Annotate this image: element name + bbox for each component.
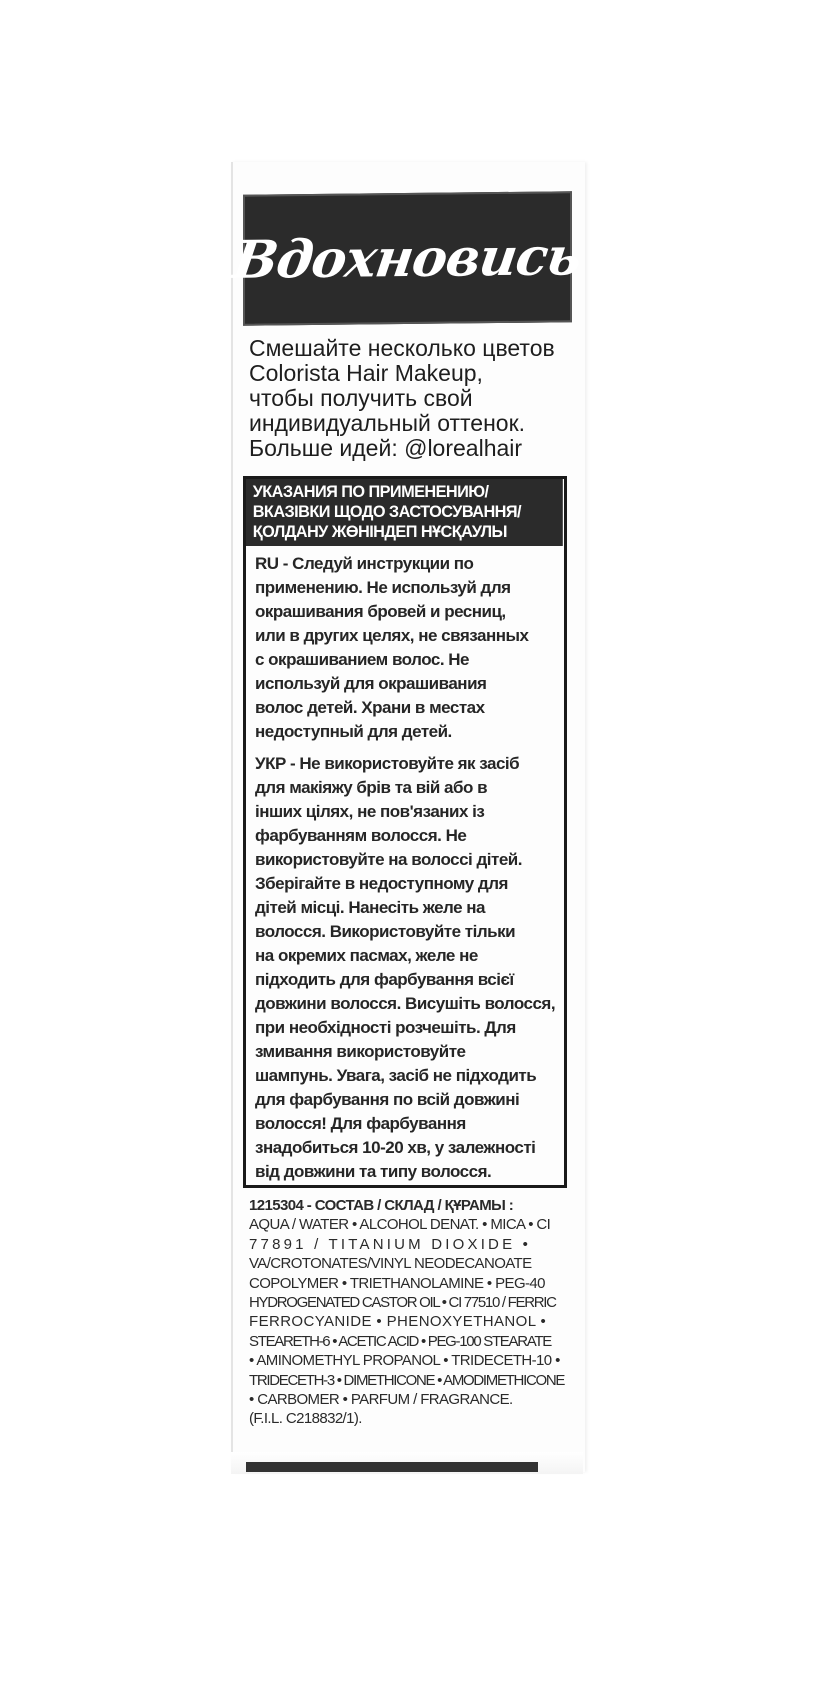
ukr-line: волосся. Використовуйте тільки [255, 922, 516, 941]
ukr-line: використовуйте на волоссі дітей. [255, 850, 522, 869]
intro-line: Colorista Hair Makeup, [249, 360, 483, 386]
ukr-line: на окремих пасмах, желе не [255, 946, 478, 965]
ru-line: окрашивания бровей и ресниц, [255, 602, 506, 621]
ukr-line: фарбуванням волосся. Не [255, 826, 467, 845]
ukr-line: волосся! Для фарбування [255, 1114, 466, 1133]
instructions-header [246, 479, 563, 546]
ru-paragraph [255, 552, 558, 744]
intro-text [249, 336, 579, 461]
ukr-line: змивання використовуйте [255, 1042, 466, 1061]
ukr-line: дітей місці. Нанесіть желе на [255, 898, 486, 917]
composition-line: AQUA / WATER • ALCOHOL DENAT. • MICA • CI [249, 1216, 551, 1234]
ru-line: применению. Не используй для [255, 578, 511, 597]
composition-line: • AMINOMETHYL PROPANOL • TRIDECETH-10 • [249, 1352, 560, 1370]
banner-title: Вдохновись [230, 226, 585, 291]
ru-line: используй для окрашивания [255, 674, 487, 693]
banner [230, 191, 585, 325]
intro-line: Больше идей: @lorealhair [249, 435, 523, 461]
ukr-line: від довжини та типу волосся. [255, 1162, 492, 1181]
ukr-line: шампунь. Увага, засіб не підходить [255, 1066, 537, 1085]
ru-line: с окрашиванием волос. Не [255, 650, 470, 669]
ru-line: RU - Следуй инструкции по [255, 554, 474, 573]
bottom-dark-strip [246, 1462, 538, 1472]
ukr-line: УКР - Не використовуйте як засіб [255, 754, 520, 773]
composition-line: TRIDECETH-3 • DIMETHICONE • AMODIMETHICONE [249, 1371, 565, 1389]
composition-line: COPOLYMER • TRIETHANOLAMINE • PEG-40 [249, 1274, 545, 1292]
instructions-box [243, 476, 567, 1188]
composition-line: STEARETH-6 • ACETIC ACID • PEG-100 STEARATE [249, 1332, 551, 1350]
ukr-line: для макіяжу брів та вій або в [255, 778, 488, 797]
composition-line: (F.I.L. C218832/1). [249, 1410, 362, 1428]
composition-line: HYDROGENATED CASTOR OIL • CI 77510 / FERRIC [249, 1294, 556, 1312]
ukr-line: інших цілях, не пов'язаних із [255, 802, 485, 821]
ukr-paragraph [255, 752, 558, 1184]
ukr-line: для фарбування по всій довжині [255, 1090, 520, 1109]
header-line: УКАЗАНИЯ ПО ПРИМЕНЕНИЮ/ [252, 482, 489, 501]
ukr-line: довжини волосся. Висушіть волосся, [255, 994, 556, 1013]
composition-line: • CARBOMER • PARFUM / FRAGRANCE. [249, 1391, 513, 1409]
ru-line: недоступный для детей. [255, 722, 452, 741]
ukr-line: Зберігайте в недоступному для [255, 874, 508, 893]
intro-line: чтобы получить свой [249, 385, 473, 411]
ukr-line: знадобиться 10-20 хв, у залежності [255, 1138, 536, 1157]
ru-line: или в других целях, не связанных [255, 626, 529, 645]
intro-line: индивидуальный оттенок. [249, 410, 526, 436]
header-line: ҚОЛДАНУ ЖӨНІНДЕП НҰСҚАУЛЫ [252, 522, 507, 541]
composition-title: 1215304 - СОСТАВ / СКЛАД / ҚҰРАМЫ : [249, 1197, 514, 1214]
composition-line: VA/CROTONATES/VINYL NEODECANOATE [249, 1255, 532, 1273]
ukr-line: при необхідності розчешіть. Для [255, 1018, 516, 1037]
ru-line: волос детей. Храни в местах [255, 698, 485, 717]
instructions-body [246, 546, 564, 1184]
intro-line: Смешайте несколько цветов [249, 335, 555, 361]
ukr-line: підходить для фарбування всієї [255, 970, 514, 989]
header-line: ВКАЗІВКИ ЩОДО ЗАСТОСУВАННЯ/ [252, 502, 521, 521]
composition-line: FERROCYANIDE • PHENOXYETHANOL • [249, 1313, 547, 1331]
composition [249, 1196, 569, 1429]
composition-line: 77891 / TITANIUM DIOXIDE • [249, 1235, 532, 1253]
